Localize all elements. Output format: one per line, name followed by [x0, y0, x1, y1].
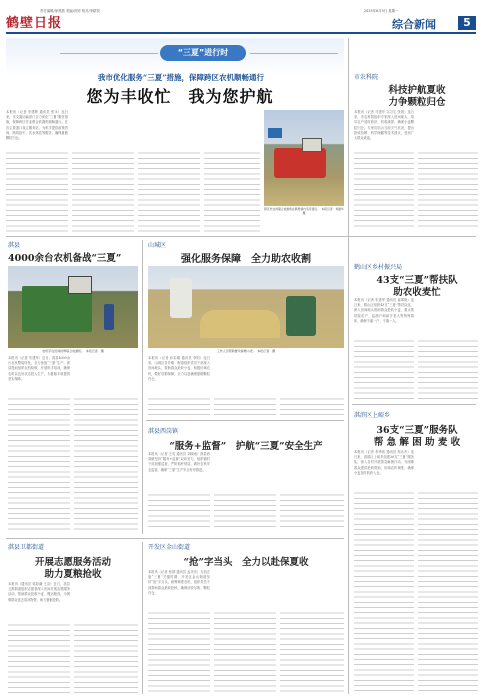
story-g-title: “抢”字当头 全力以赴保夏收	[183, 557, 309, 568]
side-top-district: 市农科院	[354, 74, 379, 81]
section-divider-right-1	[352, 236, 476, 237]
worker-b2	[286, 296, 316, 336]
story-b-district: 山城区	[148, 242, 167, 249]
story-g-body-col2	[214, 570, 276, 694]
lead-body-col4	[204, 110, 260, 232]
story-g-body-col3	[280, 570, 344, 694]
story-a-body-col2	[74, 356, 138, 534]
story-e-body-col1	[354, 450, 414, 694]
story-a-title: 4000余台农机备战“三夏”	[8, 253, 122, 264]
story-a-district: 淇县	[8, 242, 21, 249]
masthead-date: 2025年6月5日 星期一	[364, 9, 399, 13]
story-f-district: 淇县卫都街道	[8, 544, 45, 551]
banner-rule-right	[250, 53, 338, 54]
story-c-body: 本报讯（记者 朱建军 通讯员 崔翠艳）连日来，鹤山区组织43支“三夏”帮扶队伍，深入田间地头帮助群众抢收小麦，重点帮扶脱贫户、监测户和留守老人等特殊群体，确保不漏一户、不落一人。	[354, 298, 414, 323]
story-b-body-col3	[280, 356, 344, 418]
lead-photo	[264, 110, 344, 206]
story-g-body: 本报讯（记者 张园 通讯员 孟庆光）当前正值“三夏”关键时期，开发区金山街道坚持“抢”字当头，统筹调度农机，组织党员干部帮助群众抢收抢种，确保应收尽收、颗粒归仓。	[148, 570, 210, 595]
section-title: 综合新闻	[392, 18, 436, 31]
story-b-body: 本报讯（记者 孙彩娜 通讯员 李阳）连日来，山城区各乡镇、街道组织党员干部深入田间地头，帮助群众抢收小麦，积极协调农机，做好后勤保障，全力以赴确保夏粮颗粒归仓。	[148, 356, 210, 381]
banner-rule-left	[60, 53, 158, 54]
harvester-cab	[302, 138, 322, 152]
lead-body-col2	[72, 110, 134, 232]
story-c-body-col1	[354, 298, 414, 402]
right-col-divider	[348, 38, 349, 694]
story-e-body-col2	[418, 450, 478, 694]
story-e-district: 淇滨区上峪乡	[354, 412, 391, 419]
banner-title: “三夏”进行时	[177, 48, 229, 57]
road-sign	[268, 128, 282, 138]
banner-pill	[160, 45, 246, 61]
lead-body-col1	[6, 110, 68, 232]
story-f-body-col1	[8, 582, 70, 694]
story-e-body: 本报讯（记者 李秀伟 通讯员 郭永杰）连日来，淇滨区上峪乡组建36支“三夏”服务队，深入各村开展帮急解困行动，为困难群众提供抢收帮助，协调农机调度，确保小麦及时收获入仓。	[354, 450, 414, 475]
harvester-shape	[274, 148, 326, 178]
story-b-photo-caption: 工作人员帮助群众晾晒小麦。 本报记者 摄	[216, 349, 276, 353]
story-e-title-1: 36支“三夏”服务队	[376, 425, 458, 436]
side-top-body-col1	[354, 110, 414, 230]
side-top-body: 本报讯（记者 马建华 实习生 张园）连日来，市农科院组织专家深入田间地头，指导农户适时收获、机收减损，确保小麦颗粒归仓。专家们结合当前天气状况，提出抢收抢晒、科学储藏等技术建议，受到广大群众欢迎。	[354, 110, 414, 141]
story-b-body-col2	[214, 356, 276, 418]
col-divider-f	[142, 542, 143, 694]
story-d-title: “服务+监督” 护航“三夏”安全生产	[169, 441, 323, 452]
side-top-body-col2	[418, 110, 478, 230]
masthead	[0, 0, 482, 34]
section-divider-3	[6, 538, 344, 539]
story-b-photo	[148, 266, 344, 348]
lead-kicker: 我市优化服务“三夏”措施，保障跨区农机顺畅通行	[97, 73, 265, 82]
story-f-body-col2	[74, 582, 138, 694]
page-number: 5	[463, 16, 471, 29]
masthead-logo: 鹤壁日报	[6, 16, 63, 31]
story-a-photo-caption: 农机手在田间检修联合收割机。 本报记者 摄	[42, 349, 104, 353]
story-d-body-col3	[280, 452, 344, 530]
story-a-body: 本报讯（记者 朱建军）近日，淇县4000余台农机整装待发，全力备战“三夏”生产。该县提前组织农机检修，开展机手培训，确保农机以良好状态投入生产，为夏粮丰收提供坚实保障。	[8, 356, 70, 381]
col-divider-a	[142, 240, 143, 534]
worker-b1	[170, 278, 192, 318]
story-e-title-2: 帮 急 解 困 助 麦 收	[373, 437, 461, 448]
story-f-title-2: 助力夏粮抢收	[44, 569, 102, 580]
worker-a	[104, 304, 114, 330]
side-top-title-1: 科技护航夏收	[388, 85, 446, 96]
story-d-body: 本报讯（记者 王英 通讯员 刘晓雨）淇县西岗镇坚持“服务+监督”双向发力，组织镇村干部加强巡查，严防秸秆焚烧，做好农机安全监管，确保“三夏”生产安全有序推进。	[148, 452, 210, 472]
section-divider-2	[146, 420, 344, 421]
lead-body-col3	[138, 110, 200, 232]
story-c-district: 鹤山区乡村振兴局	[354, 264, 403, 271]
wheat-pile	[200, 310, 280, 338]
story-c-title-1: 43支“三夏”帮扶队	[376, 275, 458, 286]
story-a-photo	[8, 266, 138, 348]
story-b-body-col1	[148, 356, 210, 418]
masthead-rule	[6, 32, 476, 34]
story-c-body-col2	[418, 298, 478, 402]
story-f-body: 本报讯（通讯员 梁如谦 王双）近日，淇县卫都街道组织志愿者深入田间开展志愿服务活动，帮助群众抢收小麦、搬运粮食，为困难群众送去清凉物资，助力夏粮抢收。	[8, 582, 70, 602]
lead-body: 本报讯（记者 李建辉 通讯员 张永）连日来，市交通运输部门全力优化“三夏”服务措施，保障跨区作业联合收割机顺畅通行。在各主要道口设立服务站，为机手提供政策咨询、路线指引、饮水休息等服务，确保夏粮颗粒归仓。	[6, 110, 68, 141]
story-b-title: 强化服务保障 全力助农收割	[181, 254, 311, 265]
story-d-district: 淇县西岗镇	[148, 428, 179, 435]
story-a-body-col1	[8, 356, 70, 534]
side-top-title-2: 力争颗粒归仓	[388, 97, 446, 108]
lead-title: 您为丰收忙 我为您护航	[86, 87, 274, 106]
harvester-a-cab	[68, 276, 92, 294]
section-divider-right-2	[352, 404, 476, 405]
story-g-district: 开发区金山街道	[148, 544, 191, 551]
masthead-meta: 责任编辑/徐燕燕 美编/田婷 校对/李耕牧	[40, 9, 100, 13]
story-f-title-1: 开展志愿服务活动	[34, 557, 111, 568]
page-number-box	[458, 16, 476, 30]
story-d-body-col2	[214, 452, 276, 530]
lead-photo-caption: 跨区作业的联合收割机在鹤壁境内有序通行。 本报记者 刘建华 摄	[264, 207, 347, 215]
story-g-body-col1	[148, 570, 210, 694]
story-d-body-col1	[148, 452, 210, 530]
story-c-title-2: 助农收麦忙	[393, 287, 441, 298]
